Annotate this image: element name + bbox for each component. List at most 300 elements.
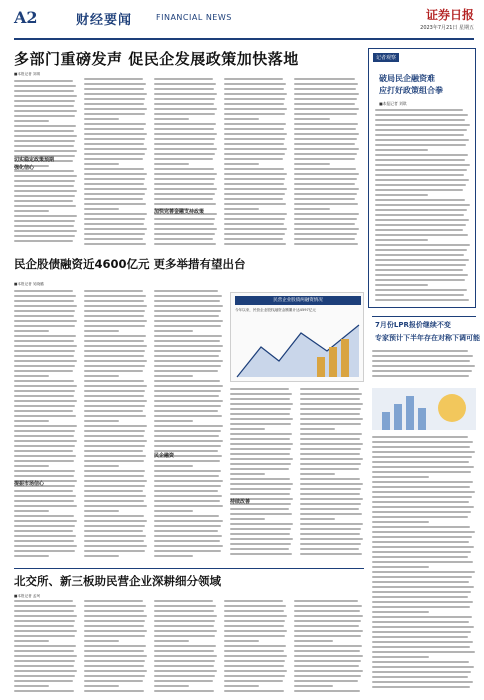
- text-line: [224, 113, 285, 115]
- text-line: [14, 305, 77, 307]
- text-line: [154, 615, 217, 617]
- text-line: [230, 433, 292, 435]
- text-line: [84, 233, 145, 235]
- text-line: [154, 218, 215, 220]
- text-line: [372, 571, 475, 573]
- text-line: [14, 405, 75, 407]
- text-line: [294, 223, 355, 225]
- text-line: [224, 228, 287, 230]
- text-line: [375, 299, 469, 301]
- text-line: [84, 490, 143, 492]
- text-line: [84, 390, 145, 392]
- text-line: [14, 390, 75, 392]
- text-line: [300, 463, 361, 465]
- text-line: [224, 650, 284, 652]
- text-line: [294, 615, 363, 617]
- text-line: [14, 410, 73, 412]
- text-line: [14, 470, 75, 472]
- text-line: [294, 600, 358, 602]
- text-line: [84, 515, 144, 517]
- text-line: [294, 133, 359, 135]
- text-line: [84, 625, 144, 627]
- text-line: [224, 655, 287, 657]
- text-line: [372, 536, 472, 538]
- text-line: [84, 500, 144, 502]
- text-line: [154, 525, 221, 527]
- text-line: [154, 515, 219, 517]
- text-line: [14, 225, 74, 227]
- article-headline: 北交所、新三板助民营企业深耕细分领域: [14, 574, 221, 588]
- text-line: [224, 108, 287, 110]
- text-line: [14, 670, 77, 672]
- text-line: [14, 115, 75, 117]
- text-line: [375, 244, 470, 246]
- lpr-headline: 7月份LPR报价继续不变: [375, 321, 451, 329]
- text-line: [14, 615, 77, 617]
- text-line: [84, 415, 146, 417]
- text-line: [14, 365, 75, 367]
- text-line: [84, 330, 119, 332]
- text-line: [294, 680, 358, 682]
- text-line: [14, 120, 49, 122]
- text-line: [154, 655, 217, 657]
- text-line: [300, 388, 359, 390]
- text-line: [84, 470, 145, 472]
- text-line: [154, 158, 213, 160]
- article-headline: 民企股债融资近4600亿元 更多举措有望出台: [14, 257, 246, 271]
- text-line: [294, 685, 333, 687]
- text-line: [230, 493, 290, 495]
- text-line: [230, 453, 290, 455]
- text-line: [154, 153, 215, 155]
- text-line: [84, 158, 143, 160]
- text-line: [154, 465, 193, 467]
- text-line: [14, 650, 74, 652]
- text-line: [372, 491, 475, 493]
- text-line: [300, 398, 360, 400]
- text-line: [294, 78, 355, 80]
- text-line: [300, 448, 361, 450]
- text-line: [230, 533, 290, 535]
- text-line: [154, 410, 218, 412]
- text-line: [154, 315, 219, 317]
- text-line: [154, 665, 214, 667]
- text-line: [84, 143, 144, 145]
- text-line: [14, 380, 74, 382]
- text-line: [300, 413, 360, 415]
- text-line: [154, 198, 213, 200]
- text-line: [84, 445, 145, 447]
- text-line: [154, 605, 216, 607]
- text-line: [84, 540, 144, 542]
- text-line: [14, 505, 77, 507]
- text-line: [154, 350, 221, 352]
- text-line: [84, 505, 147, 507]
- text-line: [375, 294, 464, 296]
- text-line: [14, 495, 76, 497]
- text-line: [300, 483, 363, 485]
- text-line: [154, 415, 222, 417]
- text-line: [294, 158, 355, 160]
- text-line: [14, 540, 74, 542]
- text-line: [14, 660, 75, 662]
- text-line: [84, 360, 147, 362]
- text-line: [294, 640, 333, 642]
- text-line: [230, 473, 265, 475]
- text-line: [84, 290, 143, 292]
- text-line: [154, 203, 216, 205]
- text-line: [372, 661, 469, 663]
- text-line: [14, 555, 49, 557]
- text-line: [294, 198, 355, 200]
- text-line: [14, 350, 75, 352]
- text-line: [154, 238, 213, 240]
- text-line: [224, 625, 284, 627]
- text-line: [230, 398, 290, 400]
- text-line: [154, 445, 221, 447]
- text-line: [14, 180, 75, 182]
- article-column: [224, 600, 288, 696]
- text-line: [154, 620, 215, 622]
- text-line: [154, 470, 221, 472]
- text-line: [154, 475, 219, 477]
- text-line: [372, 355, 473, 357]
- text-line: [224, 600, 283, 602]
- text-line: [224, 243, 286, 245]
- text-line: [84, 295, 146, 297]
- text-line: [294, 113, 357, 115]
- text-line: [294, 188, 359, 190]
- text-line: [84, 690, 144, 692]
- text-line: [224, 128, 284, 130]
- text-line: [375, 219, 469, 221]
- decorative-image: [372, 388, 476, 430]
- text-line: [14, 185, 74, 187]
- text-line: [224, 153, 285, 155]
- text-line: [84, 355, 144, 357]
- article-column: [294, 78, 360, 248]
- text-line: [14, 605, 76, 607]
- text-line: [294, 193, 357, 195]
- text-line: [84, 410, 143, 412]
- page-header: [14, 6, 474, 40]
- article-column: [14, 600, 78, 696]
- text-line: [224, 118, 259, 120]
- text-line: [300, 523, 363, 525]
- text-line: [84, 610, 144, 612]
- text-line: [154, 535, 222, 537]
- text-line: [154, 300, 220, 302]
- text-line: [14, 110, 77, 112]
- text-line: [154, 670, 217, 672]
- text-line: [300, 503, 361, 505]
- text-line: [230, 393, 292, 395]
- text-line: [372, 526, 470, 528]
- text-line: [294, 118, 330, 120]
- text-line: [84, 450, 143, 452]
- article-column: [14, 290, 78, 562]
- text-line: [294, 630, 363, 632]
- text-line: [14, 240, 73, 242]
- article-column: [154, 600, 218, 696]
- text-line: [375, 194, 428, 196]
- lpr-subheadline: 专家预计下半年存在对称下调可能: [375, 334, 480, 342]
- text-line: [230, 543, 291, 545]
- text-line: [375, 159, 465, 161]
- text-line: [14, 455, 76, 457]
- chart-illustration: [231, 317, 365, 381]
- text-line: [372, 686, 470, 688]
- text-line: [154, 118, 189, 120]
- text-line: [84, 148, 147, 150]
- text-line: [230, 483, 293, 485]
- text-line: [294, 208, 330, 210]
- text-line: [294, 93, 359, 95]
- text-line: [154, 685, 189, 687]
- text-line: [375, 269, 463, 271]
- text-line: [224, 178, 285, 180]
- text-line: [14, 460, 74, 462]
- text-line: [375, 169, 467, 171]
- text-line: [14, 205, 76, 207]
- text-line: [84, 535, 146, 537]
- text-line: [230, 488, 291, 490]
- text-line: [372, 350, 468, 352]
- text-line: [372, 360, 470, 362]
- text-line: [154, 325, 221, 327]
- text-line: [14, 300, 74, 302]
- text-line: [154, 550, 221, 552]
- text-line: [84, 545, 147, 547]
- text-line: [230, 513, 292, 515]
- text-line: [84, 88, 144, 90]
- text-line: [372, 626, 474, 628]
- text-line: [84, 300, 144, 302]
- text-line: [372, 681, 473, 683]
- text-line: [300, 478, 360, 480]
- text-line: [14, 80, 73, 82]
- text-line: [375, 154, 468, 156]
- text-line: [372, 591, 471, 593]
- text-line: [300, 453, 360, 455]
- text-line: [14, 415, 76, 417]
- article-byline: ■本报记者 孟珂: [14, 594, 41, 598]
- text-line: [14, 90, 74, 92]
- text-line: [294, 128, 356, 130]
- text-line: [224, 635, 285, 637]
- text-line: [154, 113, 215, 115]
- text-line: [224, 193, 285, 195]
- text-line: [372, 581, 469, 583]
- lead-byline: ■本报记者 刘琪: [14, 72, 41, 76]
- text-line: [14, 400, 77, 402]
- text-line: [14, 440, 77, 442]
- text-line: [375, 114, 468, 116]
- text-line: [84, 213, 147, 215]
- text-line: [230, 448, 291, 450]
- text-line: [230, 468, 289, 470]
- text-line: [300, 533, 360, 535]
- text-line: [84, 420, 119, 422]
- text-line: [224, 685, 259, 687]
- text-line: [154, 435, 219, 437]
- text-line: [300, 423, 361, 425]
- text-line: [224, 138, 285, 140]
- text-line: [154, 645, 216, 647]
- article-column: [224, 78, 288, 248]
- text-line: [154, 610, 214, 612]
- text-line: [300, 553, 362, 555]
- text-line: [300, 433, 362, 435]
- text-line: [230, 403, 293, 405]
- text-line: [84, 103, 144, 105]
- text-line: [375, 274, 468, 276]
- text-line: [294, 660, 361, 662]
- text-line: [84, 660, 145, 662]
- text-line: [154, 680, 213, 682]
- text-line: [375, 129, 467, 131]
- text-line: [84, 305, 147, 307]
- text-line: [375, 229, 463, 231]
- text-line: [224, 660, 285, 662]
- text-line: [300, 508, 359, 510]
- page-number: A2: [14, 8, 38, 27]
- text-line: [294, 148, 359, 150]
- text-line: [300, 488, 361, 490]
- text-line: [372, 641, 473, 643]
- text-line: [372, 671, 471, 673]
- subhead: 加快完善金融支持政策: [154, 209, 205, 215]
- text-line: [14, 140, 75, 142]
- text-line: [14, 310, 75, 312]
- text-line: [14, 385, 77, 387]
- text-line: [154, 138, 215, 140]
- text-line: [154, 460, 220, 462]
- text-line: [84, 650, 144, 652]
- text-line: [300, 408, 361, 410]
- text-line: [224, 158, 283, 160]
- text-line: [224, 208, 259, 210]
- text-line: [84, 370, 143, 372]
- text-line: [14, 150, 77, 152]
- text-line: [14, 625, 74, 627]
- text-line: [230, 553, 292, 555]
- text-line: [84, 203, 146, 205]
- commentary-box: [368, 48, 476, 308]
- text-line: [154, 510, 193, 512]
- text-line: [154, 98, 215, 100]
- text-line: [224, 233, 285, 235]
- text-line: [294, 655, 363, 657]
- text-line: [84, 133, 147, 135]
- text-line: [14, 520, 77, 522]
- text-line: [154, 295, 222, 297]
- text-line: [230, 423, 291, 425]
- divider: [14, 568, 364, 569]
- text-line: [300, 428, 335, 430]
- article-column: [154, 78, 218, 248]
- text-line: [84, 163, 119, 165]
- text-line: [84, 123, 146, 125]
- text-line: [84, 605, 146, 607]
- text-line: [154, 93, 217, 95]
- text-line: [224, 610, 284, 612]
- text-line: [84, 385, 147, 387]
- text-line: [375, 284, 428, 286]
- text-line: [154, 148, 217, 150]
- text-line: [154, 108, 217, 110]
- text-line: [372, 601, 473, 603]
- text-line: [14, 600, 73, 602]
- text-line: [300, 403, 363, 405]
- text-line: [372, 546, 474, 548]
- text-line: [84, 455, 146, 457]
- text-line: [14, 645, 76, 647]
- text-line: [14, 95, 77, 97]
- text-line: [84, 440, 147, 442]
- text-line: [294, 218, 357, 220]
- text-line: [84, 173, 147, 175]
- text-line: [154, 330, 193, 332]
- text-line: [154, 355, 219, 357]
- text-line: [294, 233, 357, 235]
- text-line: [372, 621, 469, 623]
- text-line: [294, 670, 363, 672]
- text-line: [154, 440, 223, 442]
- text-line: [372, 561, 473, 563]
- lpr-text: [372, 350, 476, 384]
- text-line: [294, 138, 357, 140]
- text-line: [224, 645, 286, 647]
- text-line: [372, 566, 429, 568]
- text-line: [84, 138, 145, 140]
- text-line: [84, 128, 144, 130]
- text-line: [84, 375, 119, 377]
- text-line: [14, 345, 77, 347]
- text-line: [224, 630, 287, 632]
- text-line: [154, 625, 214, 627]
- text-line: [224, 168, 284, 170]
- text-line: [375, 139, 469, 141]
- text-line: [84, 665, 144, 667]
- text-line: [154, 660, 215, 662]
- text-line: [372, 586, 474, 588]
- text-line: [14, 230, 77, 232]
- text-line: [14, 675, 75, 677]
- text-line: [375, 199, 465, 201]
- text-line: [154, 103, 214, 105]
- text-line: [84, 655, 147, 657]
- text-line: [300, 543, 361, 545]
- text-line: [84, 228, 147, 230]
- text-line: [372, 541, 469, 543]
- chart-note: 今年以来，民营企业股权融资金额累计达4597亿元: [235, 308, 317, 312]
- text-line: [372, 596, 468, 598]
- text-line: [294, 163, 330, 165]
- text-line: [230, 458, 293, 460]
- text-line: [154, 540, 220, 542]
- text-line: [84, 680, 143, 682]
- text-line: [14, 640, 49, 642]
- text-line: [294, 650, 360, 652]
- text-line: [84, 178, 145, 180]
- text-line: [300, 548, 359, 550]
- text-line: [14, 510, 49, 512]
- text-line: [154, 223, 214, 225]
- text-line: [154, 83, 216, 85]
- text-line: [14, 375, 49, 377]
- text-line: [230, 388, 289, 390]
